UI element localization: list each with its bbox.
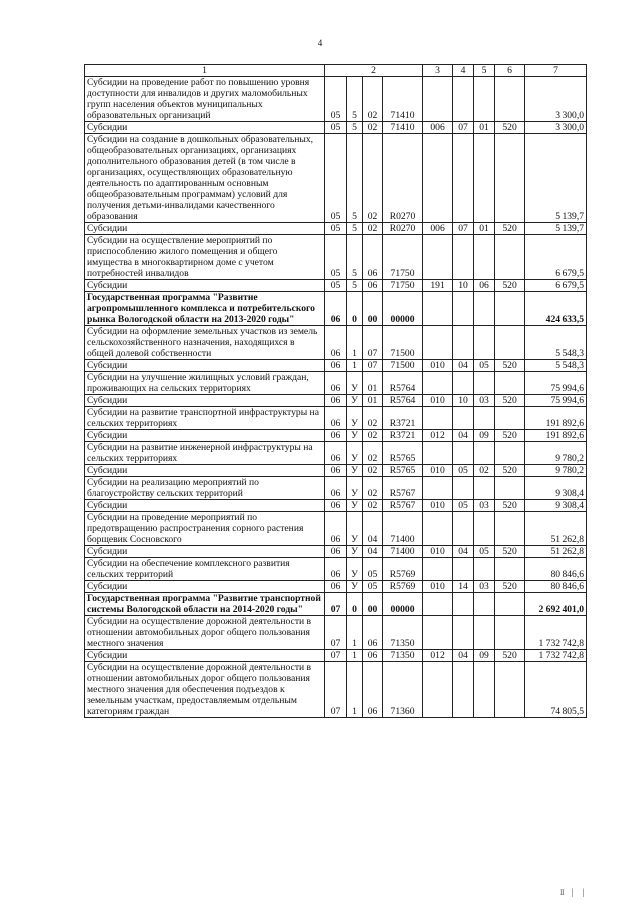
row-code-cell: 71350 [383, 616, 423, 650]
row-name-cell: Субсидии на проведение мероприятий по предотвращению распространения сорного растения борщевик Сосновского [85, 512, 325, 546]
row-code-cell [495, 235, 525, 280]
row-code-cell [495, 616, 525, 650]
row-code-cell [423, 134, 453, 223]
row-code-cell: 05 [474, 546, 495, 558]
row-code-cell: 06 [325, 360, 347, 372]
row-code-cell: 010 [423, 500, 453, 512]
row-code-cell [423, 235, 453, 280]
row-code-cell: 520 [495, 500, 525, 512]
row-code-cell: 71500 [383, 326, 423, 360]
row-amount-cell: 2 692 401,0 [525, 593, 587, 616]
row-name-cell: Субсидии [85, 360, 325, 372]
row-code-cell [423, 477, 453, 500]
header-cell: 3 [423, 65, 453, 77]
table-row [85, 581, 587, 593]
row-code-cell [453, 235, 474, 280]
row-code-cell [495, 558, 525, 581]
row-code-cell: 71750 [383, 235, 423, 280]
row-code-cell: 06 [363, 235, 383, 280]
row-code-cell: 04 [453, 546, 474, 558]
table-row [85, 442, 587, 465]
row-code-cell: 07 [325, 662, 347, 718]
row-amount-cell: 191 892,6 [525, 407, 587, 430]
table-row [85, 477, 587, 500]
page-number: 4 [317, 38, 323, 48]
row-code-cell: 02 [363, 77, 383, 122]
row-name-cell: Субсидии [85, 500, 325, 512]
row-code-cell [495, 326, 525, 360]
row-code-cell: 00000 [383, 593, 423, 616]
row-code-cell: 06 [363, 662, 383, 718]
row-code-cell: 06 [325, 407, 347, 430]
row-amount-cell: 6 679,5 [525, 235, 587, 280]
row-code-cell [423, 616, 453, 650]
row-code-cell: 5 [347, 223, 363, 235]
row-code-cell: 06 [325, 546, 347, 558]
header-cell: 6 [495, 65, 525, 77]
row-code-cell: 06 [325, 372, 347, 395]
row-code-cell [423, 512, 453, 546]
row-amount-cell: 1 732 742,8 [525, 616, 587, 650]
row-code-cell [453, 512, 474, 546]
row-code-cell: 02 [363, 122, 383, 134]
row-amount-cell: 424 633,5 [525, 292, 587, 326]
table-row [85, 650, 587, 662]
row-code-cell: 00000 [383, 292, 423, 326]
table-row [85, 465, 587, 477]
table-row [85, 280, 587, 292]
row-name-cell: Субсидии на осуществление дорожной деятельности в отношении автомобильных дорог общего пользования местного значения для обеспечения подъездов к земельным участкам, предоставляемым отдельным категориям граждан [85, 662, 325, 718]
row-code-cell: R5769 [383, 581, 423, 593]
row-code-cell: 09 [474, 650, 495, 662]
row-code-cell: 03 [474, 581, 495, 593]
row-name-cell: Субсидии на оформление земельных участков из земель сельскохозяйственного назначения, находящихся в общей долевой собственности [85, 326, 325, 360]
row-code-cell: 71350 [383, 650, 423, 662]
row-name-cell: Субсидии [85, 650, 325, 662]
row-code-cell: 010 [423, 395, 453, 407]
row-code-cell: 1 [347, 662, 363, 718]
row-name-cell: Субсидии на улучшение жилищных условий граждан, проживающих на сельских территориях [85, 372, 325, 395]
header-cell: 4 [453, 65, 474, 77]
row-code-cell: 06 [325, 477, 347, 500]
row-code-cell [423, 558, 453, 581]
row-code-cell: 02 [363, 430, 383, 442]
row-amount-cell: 74 805,5 [525, 662, 587, 718]
row-code-cell: 04 [363, 512, 383, 546]
row-amount-cell: 3 300,0 [525, 122, 587, 134]
row-code-cell: У [347, 465, 363, 477]
table-row [85, 558, 587, 581]
row-code-cell: У [347, 546, 363, 558]
row-code-cell: У [347, 558, 363, 581]
row-code-cell: 520 [495, 581, 525, 593]
row-code-cell: 5 [347, 280, 363, 292]
row-code-cell: 04 [363, 546, 383, 558]
row-code-cell: 09 [474, 430, 495, 442]
row-code-cell: 0 [347, 593, 363, 616]
row-code-cell: 06 [363, 616, 383, 650]
row-code-cell: 07 [363, 326, 383, 360]
row-amount-cell: 80 846,6 [525, 581, 587, 593]
row-code-cell [495, 372, 525, 395]
row-code-cell: 04 [453, 650, 474, 662]
row-code-cell: 06 [325, 395, 347, 407]
row-code-cell: 1 [347, 616, 363, 650]
row-code-cell: 0 [347, 292, 363, 326]
header-cell: 1 [85, 65, 325, 77]
row-code-cell: 05 [325, 235, 347, 280]
row-code-cell: 06 [363, 650, 383, 662]
row-code-cell [453, 372, 474, 395]
row-code-cell: 04 [453, 360, 474, 372]
row-code-cell [495, 77, 525, 122]
row-code-cell [423, 326, 453, 360]
row-code-cell: 03 [474, 500, 495, 512]
row-amount-cell: 191 892,6 [525, 430, 587, 442]
row-code-cell: 010 [423, 581, 453, 593]
row-code-cell: R3721 [383, 407, 423, 430]
row-code-cell: 02 [474, 465, 495, 477]
row-code-cell: 06 [325, 465, 347, 477]
row-name-cell: Субсидии [85, 395, 325, 407]
row-name-cell: Государственная программа "Развитие агропромышленного комплекса и потребительского рынка Вологодской области на 2013-2020 годы" [85, 292, 325, 326]
row-name-cell: Субсидии на создание в дошкольных образовательных, общеобразовательных организациях, организациях дополнительного образования детей (в том числе в организациях, осуществляющих образовательную деятельность по адаптированным основным общеобразовательным программам) условий для получения детьми-инвалидами качественного образования [85, 134, 325, 223]
row-name-cell: Субсидии [85, 122, 325, 134]
row-code-cell: 10 [453, 395, 474, 407]
row-code-cell: 06 [325, 581, 347, 593]
row-code-cell [474, 326, 495, 360]
row-name-cell: Субсидии на развитие инженерной инфраструктуры на сельских территориях [85, 442, 325, 465]
row-code-cell: 71400 [383, 512, 423, 546]
row-name-cell: Субсидии на осуществление мероприятий по приспособлению жилого помещения и общего имущества в многоквартирном доме с учетом потребностей инвалидов [85, 235, 325, 280]
table-row [85, 430, 587, 442]
row-amount-cell: 9 780,2 [525, 465, 587, 477]
row-code-cell: 02 [363, 407, 383, 430]
row-code-cell: 5 [347, 77, 363, 122]
row-name-cell: Субсидии на обеспечение комплексного развития сельских территорий [85, 558, 325, 581]
row-code-cell [474, 512, 495, 546]
table-row [85, 395, 587, 407]
table-row [85, 235, 587, 280]
row-code-cell [474, 134, 495, 223]
row-amount-cell: 6 679,5 [525, 280, 587, 292]
table-row [85, 77, 587, 122]
row-code-cell: 010 [423, 546, 453, 558]
row-code-cell: R5764 [383, 372, 423, 395]
row-code-cell: 05 [325, 280, 347, 292]
row-code-cell: 1 [347, 360, 363, 372]
row-code-cell: 05 [325, 223, 347, 235]
row-code-cell: 02 [363, 223, 383, 235]
row-code-cell: 06 [325, 442, 347, 465]
row-amount-cell: 51 262,8 [525, 546, 587, 558]
row-code-cell: 06 [474, 280, 495, 292]
row-name-cell: Субсидии на проведение работ по повышению уровня доступности для инвалидов и других маломобильных групп населения объектов муниципальных образовательных организаций [85, 77, 325, 122]
row-code-cell: 06 [325, 326, 347, 360]
row-code-cell: У [347, 407, 363, 430]
row-code-cell: 010 [423, 360, 453, 372]
row-code-cell [423, 77, 453, 122]
row-code-cell [474, 235, 495, 280]
row-name-cell: Субсидии на развитие транспортной инфраструктуры на сельских территориях [85, 407, 325, 430]
scan-mark: Ⅱ │ │ [559, 889, 588, 897]
row-amount-cell: 5 548,3 [525, 326, 587, 360]
row-code-cell: 03 [474, 395, 495, 407]
row-code-cell [474, 292, 495, 326]
row-name-cell: Субсидии [85, 465, 325, 477]
row-code-cell: 1 [347, 326, 363, 360]
row-code-cell: 71750 [383, 280, 423, 292]
row-code-cell: 5 [347, 122, 363, 134]
row-amount-cell: 9 308,4 [525, 477, 587, 500]
row-code-cell [453, 134, 474, 223]
row-code-cell: 520 [495, 395, 525, 407]
row-code-cell [474, 662, 495, 718]
row-code-cell: R3721 [383, 430, 423, 442]
table-row [85, 500, 587, 512]
table-row [85, 122, 587, 134]
row-code-cell: R5767 [383, 500, 423, 512]
row-amount-cell: 1 732 742,8 [525, 650, 587, 662]
row-code-cell: R5765 [383, 442, 423, 465]
row-code-cell: 06 [325, 500, 347, 512]
row-code-cell [423, 593, 453, 616]
row-name-cell: Субсидии [85, 430, 325, 442]
row-code-cell: 01 [363, 372, 383, 395]
row-code-cell [495, 292, 525, 326]
table-row [85, 512, 587, 546]
row-code-cell: 520 [495, 122, 525, 134]
row-name-cell: Государственная программа "Развитие транспортной системы Вологодской области на 2014-2020 годы" [85, 593, 325, 616]
row-code-cell: 00 [363, 593, 383, 616]
row-code-cell [423, 407, 453, 430]
row-code-cell: R0270 [383, 134, 423, 223]
row-code-cell [423, 442, 453, 465]
row-code-cell: 02 [363, 500, 383, 512]
row-amount-cell: 5 548,3 [525, 360, 587, 372]
table-row [85, 662, 587, 718]
row-code-cell: 06 [325, 430, 347, 442]
row-code-cell: R5765 [383, 465, 423, 477]
row-code-cell [423, 662, 453, 718]
row-code-cell [474, 477, 495, 500]
row-code-cell: У [347, 442, 363, 465]
row-code-cell: R5767 [383, 477, 423, 500]
row-code-cell: 012 [423, 650, 453, 662]
row-code-cell: 07 [453, 223, 474, 235]
row-code-cell [453, 593, 474, 616]
row-code-cell: 5 [347, 235, 363, 280]
row-code-cell [495, 662, 525, 718]
row-code-cell: У [347, 430, 363, 442]
row-code-cell: 06 [325, 558, 347, 581]
row-code-cell [474, 593, 495, 616]
row-code-cell: У [347, 395, 363, 407]
row-code-cell: 07 [363, 360, 383, 372]
row-amount-cell: 80 846,6 [525, 558, 587, 581]
row-code-cell: 05 [363, 581, 383, 593]
row-code-cell [495, 134, 525, 223]
table-row [85, 546, 587, 558]
row-code-cell [474, 407, 495, 430]
table-row [85, 223, 587, 235]
row-code-cell: 07 [325, 650, 347, 662]
row-name-cell: Субсидии на реализацию мероприятий по благоустройству сельских территорий [85, 477, 325, 500]
row-code-cell: 05 [453, 465, 474, 477]
row-code-cell: 07 [325, 616, 347, 650]
row-code-cell: 520 [495, 280, 525, 292]
row-code-cell: У [347, 512, 363, 546]
row-code-cell: 191 [423, 280, 453, 292]
row-code-cell [453, 292, 474, 326]
row-code-cell [474, 77, 495, 122]
header-cell: 5 [474, 65, 495, 77]
row-code-cell [453, 442, 474, 465]
row-code-cell: 520 [495, 465, 525, 477]
row-code-cell: 010 [423, 465, 453, 477]
row-amount-cell: 5 139,7 [525, 223, 587, 235]
row-code-cell: R5764 [383, 395, 423, 407]
row-code-cell: 520 [495, 430, 525, 442]
row-name-cell: Субсидии [85, 581, 325, 593]
row-code-cell: 5 [347, 134, 363, 223]
row-code-cell: 520 [495, 546, 525, 558]
row-code-cell: 71400 [383, 546, 423, 558]
row-amount-cell: 51 262,8 [525, 512, 587, 546]
row-code-cell: 71360 [383, 662, 423, 718]
row-code-cell: 006 [423, 223, 453, 235]
row-code-cell [453, 326, 474, 360]
table-header-row [85, 65, 587, 77]
row-code-cell: 05 [474, 360, 495, 372]
row-code-cell: 05 [325, 122, 347, 134]
row-code-cell: R0270 [383, 223, 423, 235]
row-name-cell: Субсидии [85, 280, 325, 292]
row-code-cell [495, 442, 525, 465]
row-code-cell: 1 [347, 650, 363, 662]
row-code-cell [453, 662, 474, 718]
row-code-cell: У [347, 500, 363, 512]
row-code-cell: 02 [363, 134, 383, 223]
row-code-cell: 520 [495, 360, 525, 372]
row-code-cell [495, 593, 525, 616]
row-code-cell: R5769 [383, 558, 423, 581]
row-code-cell: 006 [423, 122, 453, 134]
row-code-cell: 02 [363, 465, 383, 477]
row-code-cell: 01 [474, 223, 495, 235]
row-name-cell: Субсидии [85, 546, 325, 558]
row-code-cell: 00 [363, 292, 383, 326]
row-code-cell [474, 558, 495, 581]
row-code-cell: 012 [423, 430, 453, 442]
row-code-cell [495, 477, 525, 500]
row-code-cell: 10 [453, 280, 474, 292]
table-row [85, 593, 587, 616]
row-code-cell: 07 [453, 122, 474, 134]
row-code-cell: 520 [495, 223, 525, 235]
row-code-cell: 520 [495, 650, 525, 662]
row-code-cell: 06 [325, 292, 347, 326]
row-amount-cell: 3 300,0 [525, 77, 587, 122]
row-code-cell: 01 [363, 395, 383, 407]
row-code-cell: 04 [453, 430, 474, 442]
table-row [85, 372, 587, 395]
row-code-cell: 71410 [383, 122, 423, 134]
row-code-cell: 05 [453, 500, 474, 512]
row-code-cell [495, 407, 525, 430]
row-amount-cell: 75 994,6 [525, 372, 587, 395]
row-code-cell [495, 512, 525, 546]
row-code-cell: 71410 [383, 77, 423, 122]
row-name-cell: Субсидии [85, 223, 325, 235]
row-amount-cell: 5 139,7 [525, 134, 587, 223]
table-row [85, 292, 587, 326]
table-row [85, 407, 587, 430]
row-amount-cell: 9 308,4 [525, 500, 587, 512]
row-code-cell: 71500 [383, 360, 423, 372]
row-amount-cell: 75 994,6 [525, 395, 587, 407]
row-code-cell [453, 558, 474, 581]
row-code-cell [453, 616, 474, 650]
row-code-cell: 05 [325, 77, 347, 122]
row-code-cell: 14 [453, 581, 474, 593]
row-code-cell: 02 [363, 442, 383, 465]
row-code-cell: 06 [363, 280, 383, 292]
row-code-cell: 07 [325, 593, 347, 616]
row-code-cell: У [347, 477, 363, 500]
header-cell: 7 [525, 65, 587, 77]
row-code-cell: У [347, 372, 363, 395]
row-code-cell: 01 [474, 122, 495, 134]
row-amount-cell: 9 780,2 [525, 442, 587, 465]
row-code-cell [474, 616, 495, 650]
row-code-cell: У [347, 581, 363, 593]
row-code-cell [453, 77, 474, 122]
header-cell: 2 [325, 65, 423, 77]
row-name-cell: Субсидии на осуществление дорожной деятельности в отношении автомобильных дорог общего пользования местного значения [85, 616, 325, 650]
row-code-cell [423, 292, 453, 326]
row-code-cell [423, 372, 453, 395]
row-code-cell [453, 407, 474, 430]
row-code-cell [474, 442, 495, 465]
row-code-cell [453, 477, 474, 500]
budget-table [84, 64, 587, 718]
row-code-cell: 05 [325, 134, 347, 223]
table-row [85, 616, 587, 650]
row-code-cell: 06 [325, 512, 347, 546]
row-code-cell [474, 372, 495, 395]
table-row [85, 326, 587, 360]
row-code-cell: 02 [363, 477, 383, 500]
table-row [85, 360, 587, 372]
row-code-cell: 05 [363, 558, 383, 581]
table-row [85, 134, 587, 223]
